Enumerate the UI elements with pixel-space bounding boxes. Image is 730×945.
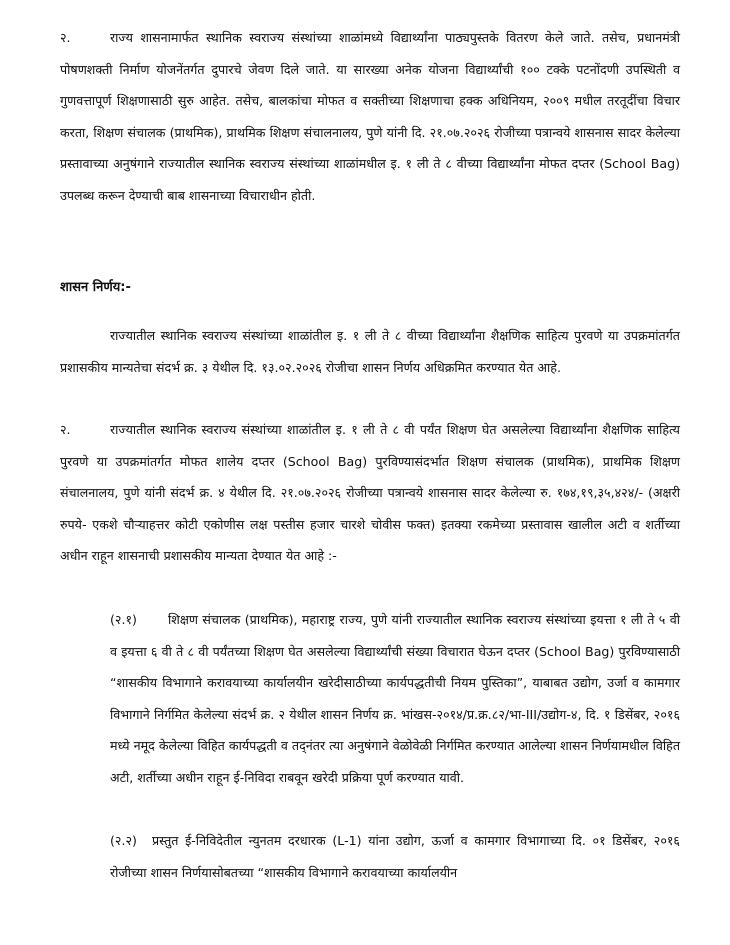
clause-text: शिक्षण संचालक (प्राथमिक), महाराष्ट्र राज्य, पुणे यांनी राज्यातील स्थानिक स्वराज्य संस्थांच्या इयत्ता १ ली ते ५ वी व इयत्ता ६ वी ते ८ वी पर्यंतच्या शिक्षण घेत असलेल्या विद्यार्थ्यांची संख्या विचारात घेऊन दप्तर (School Bag) पुरविण्यासाठी “शासकीय विभागाने करावयाच्या कार्यालयीन खरेदीसाठीच्या कार्यपद्धतीची नियम पुस्तिका”, याबाबत उद्योग, उर्जा व कामगार विभागाने निर्गमित केलेल्या संदर्भ क्र. २ येथील शासन निर्णय क्र. भांखस-२०१४/प्र.क्र.८२/भा-III/उद्योग-४, दि. १ डिसेंबर, २०१६ मध्ये नमूद केलेल्या विहित कार्यपद्धती व तद्नंतर त्या अनुषंगाने वेळोवेळी निर्गमित करण्यात आलेल्या शासन निर्णयामधील विहित अटी, शर्तीच्या अधीन राहून ई-निविदा राबवून खरेदी प्रक्रिया पूर्ण करण्यात यावी.: [110, 612, 680, 785]
paragraph-text: राज्यातील स्थानिक स्वराज्य संस्थांच्या शाळांतील इ. १ ली ते ८ वीच्या विद्यार्थ्यांना शैक्षणिक साहित्य पुरवणे या उपक्रमांतर्गत प्रशासकीय मान्यतेचा संदर्भ क्र. ३ येथील दि. १३.०२.२०२६ रोजीचा शासन निर्णय अधिक्रमित करण्यात येत आहे.: [60, 328, 680, 375]
clause-number: (२.२): [110, 833, 137, 848]
paragraph-text: राज्य शासनामार्फत स्थानिक स्वराज्य संस्थांच्या शाळांमध्ये विद्यार्थ्यांना पाठ्यपुस्तके वितरण केले जाते. तसेच, प्रधानमंत्री पोषणशक्ती निर्माण योजनेंतर्गत दुपारचे जेवण दिले जाते. या सारख्या अनेक योजना विद्यार्थ्यांची १०० टक्के पटनोंदणी उपस्थिती व गुणवत्तापूर्ण शिक्षणासाठी सुरु आहेत. तसेच, बालकांचा मोफत व सक्तीच्या शिक्षणाचा हक्क अधिनियम, २००९ मधील तरतूदींचा विचार करता, शिक्षण संचालक (प्राथमिक), प्राथमिक शिक्षण संचालनालय, पुणे यांनी दि. २१.०७.२०२६ रोजीच्या पत्रान्वये शासनास सादर केलेल्या प्रस्तावाच्या अनुषंगाने राज्यातील स्थानिक स्वराज्य संस्थांच्या शाळांमधील इ. १ ली ते ८ वीच्या विद्यार्थ्यांना मोफत दप्तर (School Bag) उपलब्ध करून देण्याची बाब शासनाच्या विचाराधीन होती.: [60, 30, 680, 203]
decision-paragraph-1: [60, 320, 680, 383]
sub-clause-2-1: [110, 604, 680, 794]
paragraph-number: २.: [60, 422, 71, 437]
paragraph-text: राज्यातील स्थानिक स्वराज्य संस्थांच्या शाळांतील इ. १ ली ते ८ वी पर्यंत शिक्षण घेत असलेल्या विद्यार्थ्यांना शैक्षणिक साहित्य पुरवणे या उपक्रमांतर्गत मोफत शालेय दप्तर (School Bag) पुरविण्यासंदर्भात शिक्षण संचालक (प्राथमिक), प्राथमिक शिक्षण संचालनालय, पुणे यांनी संदर्भ क्र. ४ येथील दि. २१.०७.२०२६ रोजीच्या पत्रान्वये शासनास सादर केलेल्या रु. १७४,१९,३५,४२४/- (अक्षरी रुपये- एकशे चौऱ्याहत्तर कोटी एकोणीस लक्ष पस्तीस हजार चारशे चोवीस फक्त) इतक्या रकमेच्या प्रस्तावास खालील अटी व शर्तीच्या अधीन राहून शासनाची प्रशासकीय मान्यता देण्यात येत आहे :-: [60, 422, 680, 564]
sub-clause-2-2: [110, 825, 680, 888]
paragraph-2: [60, 22, 680, 212]
paragraph-number: २.: [60, 30, 71, 45]
clause-number: (२.१): [110, 612, 137, 627]
decision-paragraph-2: [60, 414, 680, 572]
clause-text: प्रस्तुत ई-निविदेतील न्युनतम दरधारक (L-1) यांना उद्योग, ऊर्जा व कामगार विभागाच्या दि. ०१ डिसेंबर, २०१६ रोजीच्या शासन निर्णयासोबतच्या “शासकीय विभागाने करावयाच्या कार्यालयीन: [110, 833, 680, 880]
section-heading: शासन निर्णय:-: [60, 280, 131, 295]
